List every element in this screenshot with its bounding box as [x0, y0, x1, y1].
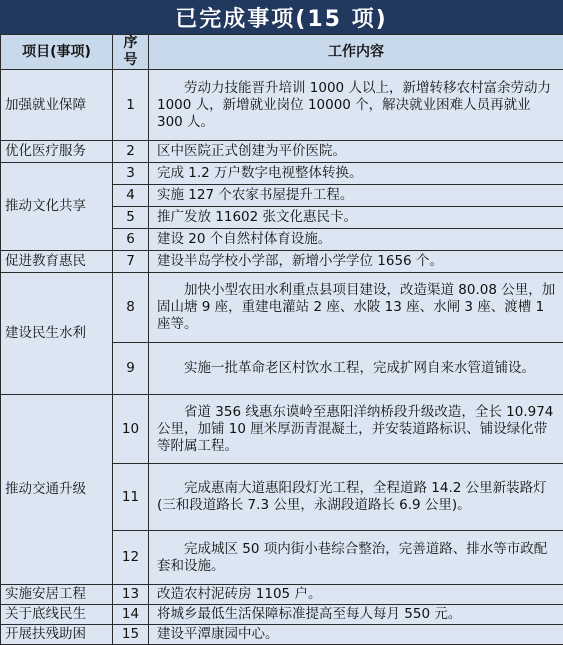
content-cell: 改造农村泥砖房 1105 户。: [149, 585, 563, 605]
content-cell: 建设 20 个自然村体育设施。: [149, 229, 563, 251]
number-cell: 2: [113, 141, 149, 163]
table-row: [1, 273, 563, 343]
content-cell: 实施一批革命老区村饮水工程，完成扩网自来水管道铺设。: [149, 343, 563, 395]
content-cell: 建设半岛学校小学部，新增小学学位 1656 个。: [149, 251, 563, 273]
table-row: [1, 70, 563, 141]
number-cell: 11: [113, 464, 149, 531]
category-cell: 优化医疗服务: [1, 141, 113, 163]
category-cell: 促进教育惠民: [1, 251, 113, 273]
number-cell: 10: [113, 395, 149, 464]
number-cell: 9: [113, 343, 149, 395]
number-cell: 1: [113, 70, 149, 141]
category-cell: 开展扶残助困: [1, 625, 113, 645]
content-cell: 完成城区 50 项内街小巷综合整治，完善道路、排水等市政配套和设施。: [149, 531, 563, 585]
number-cell: 6: [113, 229, 149, 251]
table-header-row: [1, 35, 563, 70]
category-cell: 推动交通升级: [1, 395, 113, 585]
content-cell: 推广发放 11602 张文化惠民卡。: [149, 207, 563, 229]
category-cell: 建设民生水利: [1, 273, 113, 395]
number-cell: 4: [113, 185, 149, 207]
table-row: [1, 625, 563, 645]
header-category: 项目(事项): [1, 35, 113, 70]
number-cell: 7: [113, 251, 149, 273]
header-number: 序号: [113, 35, 149, 70]
category-cell: 关于底线民生: [1, 605, 113, 625]
number-cell: 8: [113, 273, 149, 343]
content-cell: 区中医院正式创建为平价医院。: [149, 141, 563, 163]
number-cell: 15: [113, 625, 149, 645]
completed-items-table: [0, 34, 563, 645]
table-row: [1, 585, 563, 605]
content-cell: 完成 1.2 万户数字电视整体转换。: [149, 163, 563, 185]
content-cell: 加快小型农田水利重点县项目建设，改造渠道 80.08 公里，加固山塘 9 座，重建电灌站 2 座、水陂 13 座、水闸 3 座、渡槽 1 座等。: [149, 273, 563, 343]
category-cell: 加强就业保障: [1, 70, 113, 141]
page-title: 已完成事项(15 项): [0, 0, 563, 34]
table-row: [1, 605, 563, 625]
content-cell: 实施 127 个农家书屋提升工程。: [149, 185, 563, 207]
content-cell: 劳动力技能晋升培训 1000 人以上，新增转移农村富余劳动力 1000 人，新增就业岗位 10000 个，解决就业困难人员再就业 300 人。: [149, 70, 563, 141]
table-row: [1, 141, 563, 163]
number-cell: 13: [113, 585, 149, 605]
table-row: [1, 251, 563, 273]
content-cell: 将城乡最低生活保障标准提高至每人每月 550 元。: [149, 605, 563, 625]
content-cell: 完成惠南大道惠阳段灯光工程，全程道路 14.2 公里新装路灯(三和段道路长 7.3 公里，永湖段道路长 6.9 公里)。: [149, 464, 563, 531]
number-cell: 3: [113, 163, 149, 185]
number-cell: 12: [113, 531, 149, 585]
number-cell: 5: [113, 207, 149, 229]
number-cell: 14: [113, 605, 149, 625]
header-content: 工作内容: [149, 35, 563, 70]
category-cell: 推动文化共享: [1, 163, 113, 251]
content-cell: 省道 356 线惠东谟岭至惠阳洋纳桥段升级改造，全长 10.974 公里，加铺 10 厘米厚沥青混凝土，并安装道路标识、铺设绿化带等附属工程。: [149, 395, 563, 464]
category-cell: 实施安居工程: [1, 585, 113, 605]
content-cell: 建设平潭康园中心。: [149, 625, 563, 645]
table-row: [1, 163, 563, 185]
table-row: [1, 395, 563, 464]
